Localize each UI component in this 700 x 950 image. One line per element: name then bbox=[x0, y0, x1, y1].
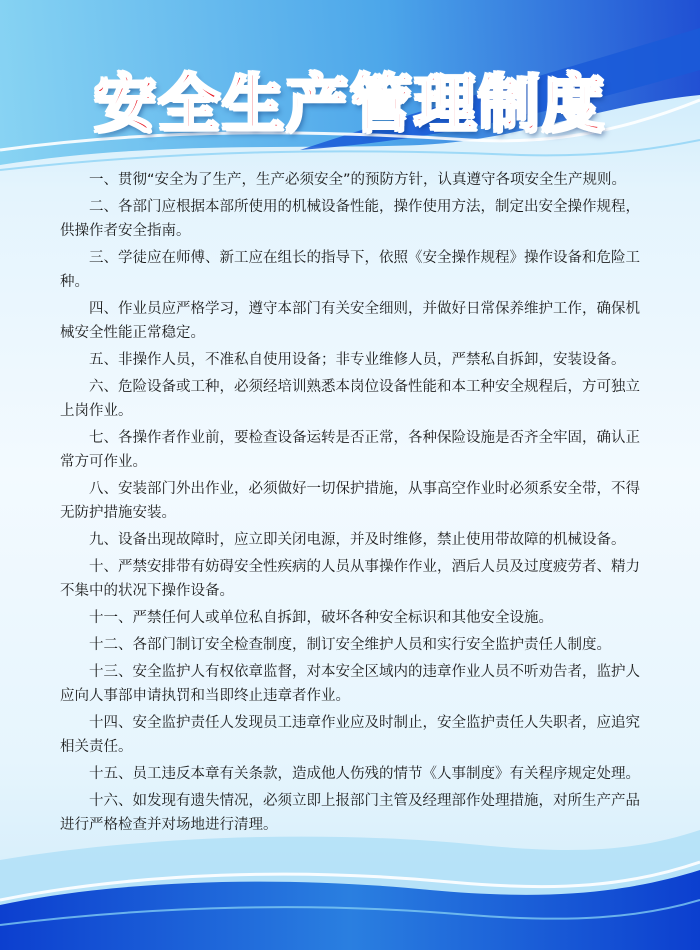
poster-title: 安全生产管理制度 bbox=[93, 67, 606, 140]
rule-item: 十三、安全监护人有权依章监督，对本安全区域内的违章作业人员不听劝告者，监护人应向人事部申请执罚和当即终止违章者作业。 bbox=[60, 664, 640, 704]
rule-item: 九、设备出现故障时，应立即关闭电源，并及时维修，禁止使用带故障的机械设备。 bbox=[89, 532, 626, 548]
rule-item: 一、贯彻“安全为了生产，生产必须安全”的预防方针，认真遵守各项安全生产规则。 bbox=[89, 172, 627, 188]
rule-item: 八、安装部门外出作业，必须做好一切保护措施，从事高空作业时必须系安全带，不得无防护措施安装。 bbox=[60, 481, 640, 521]
rule-item: 十二、各部门制订安全检查制度，制订安全维护人员和实行安全监护责任人制度。 bbox=[89, 637, 611, 653]
rule-item: 十五、员工违反本章有关条款，造成他人伤残的情节《人事制度》有关程序规定处理。 bbox=[89, 766, 640, 782]
rules-list bbox=[60, 168, 640, 840]
rule-item: 十、严禁安排带有妨碍安全性疾病的人员从事操作作业，酒后人员及过度疲劳者、精力不集中的状况下操作设备。 bbox=[60, 559, 640, 599]
rule-item: 十四、安全监护责任人发现员工违章作业应及时制止，安全监护责任人失职者，应追究相关责任。 bbox=[60, 715, 640, 755]
rule-item: 四、作业员应严格学习，遵守本部门有关安全细则，并做好日常保养维护工作，确保机械安全性能正常稳定。 bbox=[60, 301, 640, 341]
rule-item: 五、非操作人员，不准私自使用设备；非专业维修人员，严禁私自拆卸，安装设备。 bbox=[89, 352, 626, 368]
rule-item: 六、危险设备或工种，必须经培训熟悉本岗位设备性能和本工种安全规程后，方可独立上岗作业。 bbox=[60, 379, 640, 419]
rule-item: 二、各部门应根据本部所使用的机械设备性能，操作使用方法，制定出安全操作规程，供操作者安全指南。 bbox=[60, 199, 640, 239]
rule-item: 三、学徒应在师傅、新工应在组长的指导下，依照《安全操作规程》操作设备和危险工种。 bbox=[60, 250, 640, 290]
rule-item: 十六、如发现有遗失情况，必须立即上报部门主管及经理部作处理措施，对所生产产品进行严格检查并对场地进行清理。 bbox=[60, 793, 640, 833]
rule-item: 七、各操作者作业前，要检查设备运转是否正常，各种保险设施是否齐全牢固，确认正常方可作业。 bbox=[60, 430, 640, 470]
rule-item: 十一、严禁任何人或单位私自拆卸，破坏各种安全标识和其他安全设施。 bbox=[89, 610, 553, 626]
